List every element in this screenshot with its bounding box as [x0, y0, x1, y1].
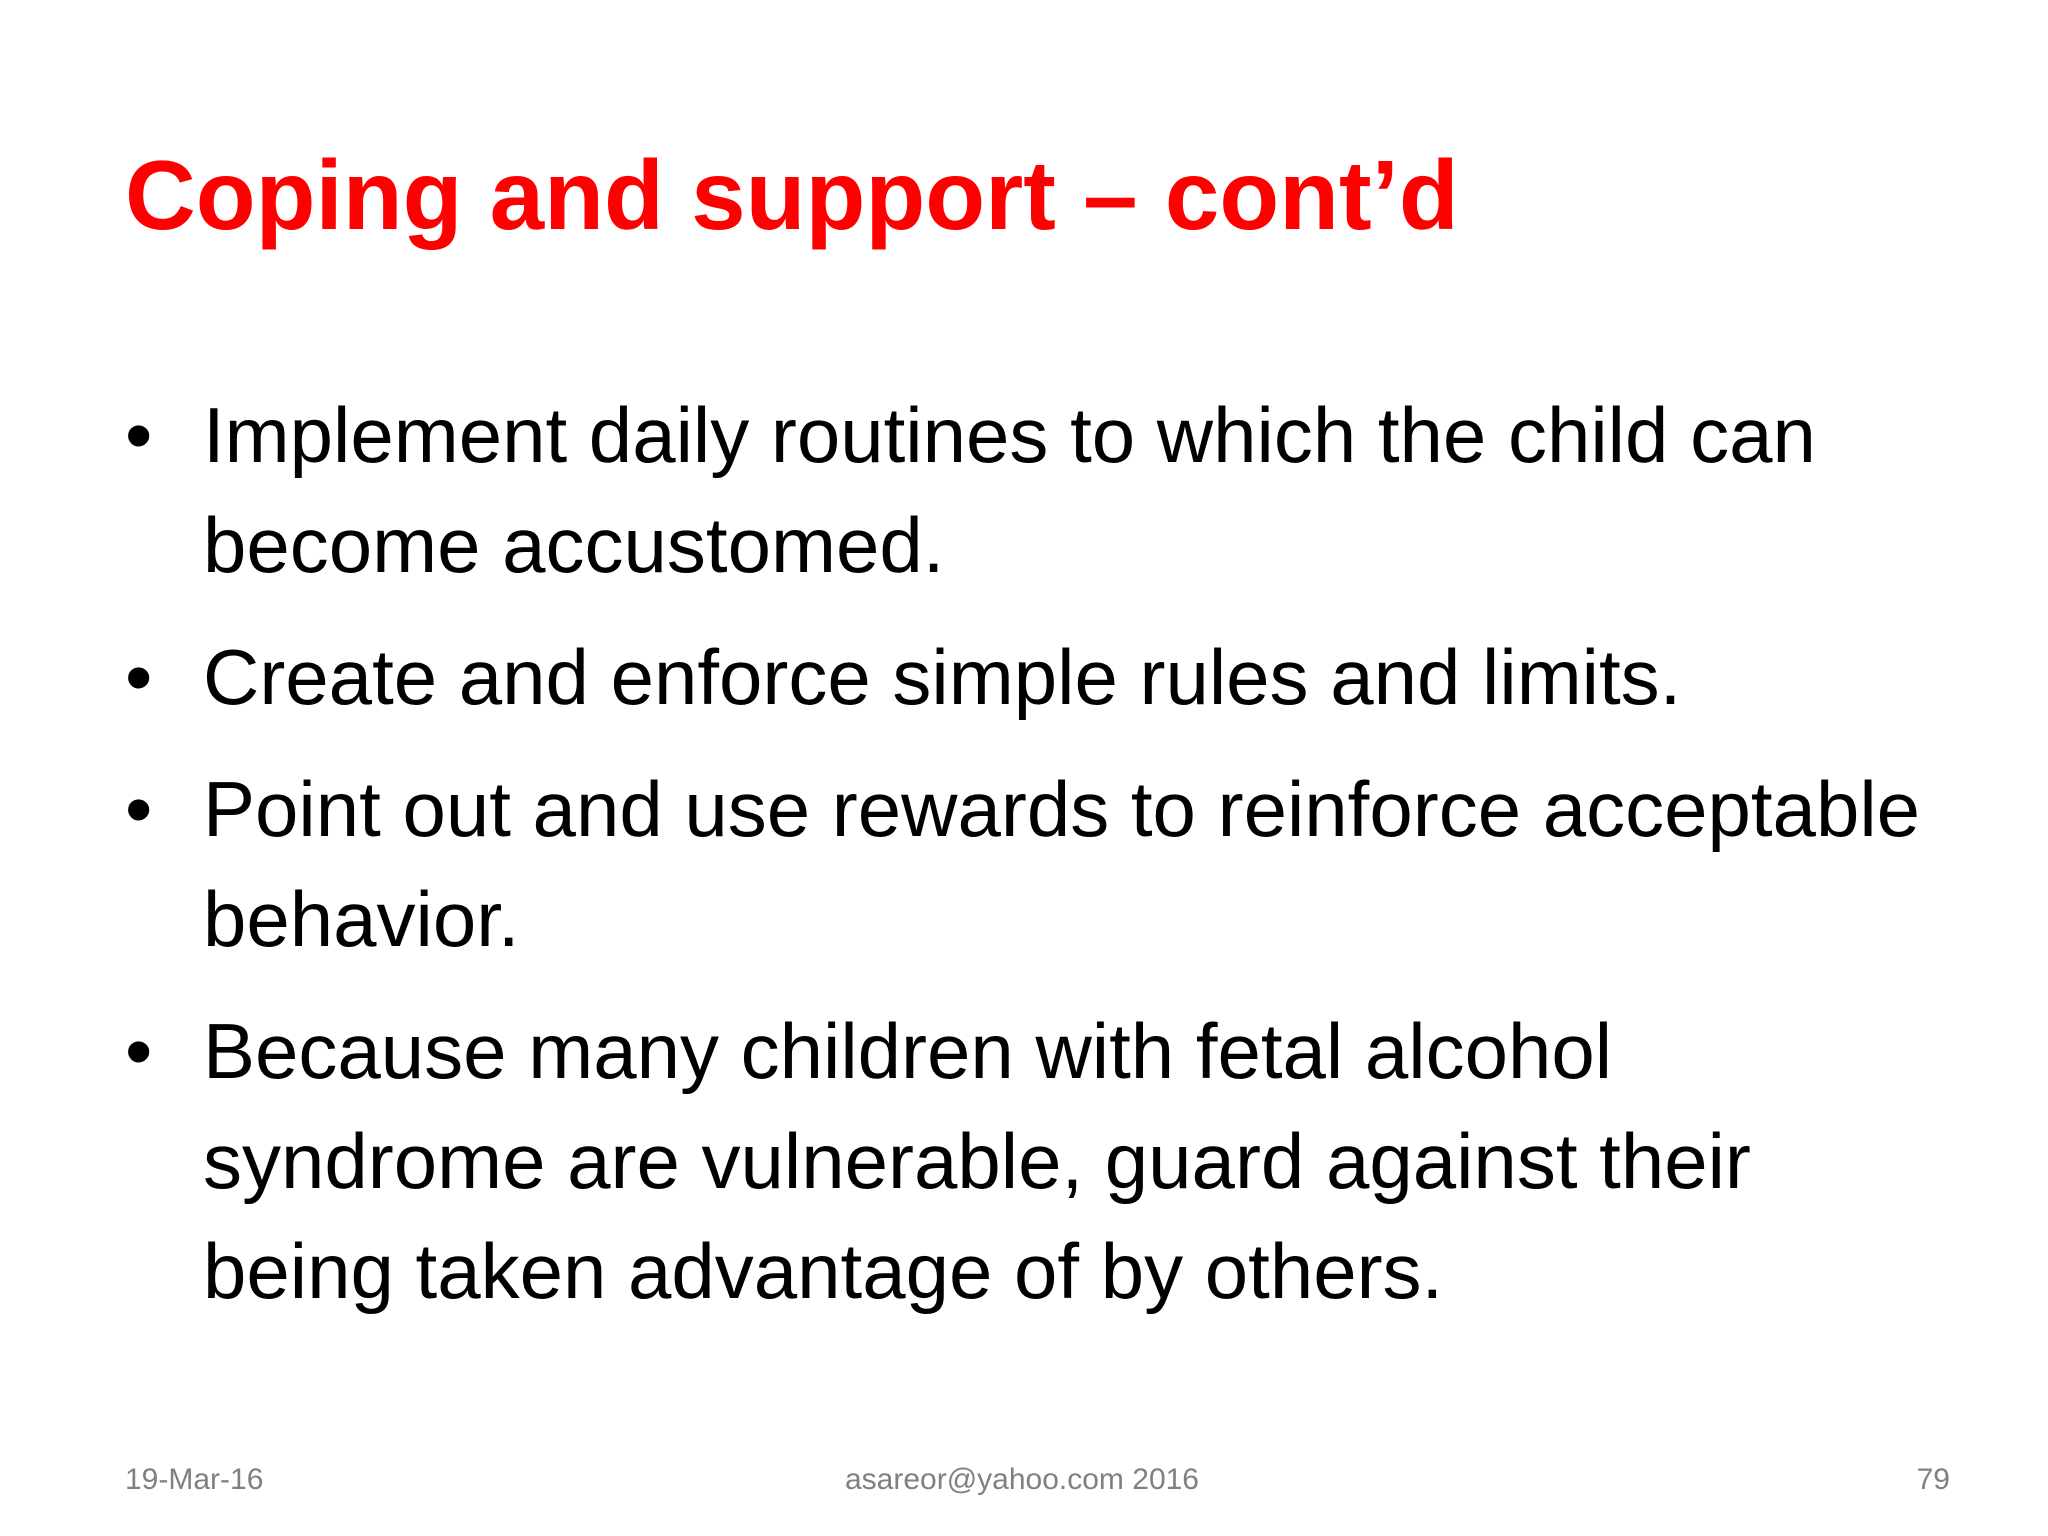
- bullet-text: Because many children with fetal alcohol syndrome are vulnerable, guard against their being taken advantage of by others.: [203, 1007, 1751, 1315]
- slide-title: Coping and support – cont’d: [125, 140, 1459, 250]
- footer-page-number: 79: [1916, 1463, 1950, 1496]
- bullet-list: [125, 380, 1945, 1348]
- bullet-icon: •: [125, 391, 153, 479]
- footer-email: asareor@yahoo.com 2016: [845, 1463, 1199, 1496]
- bullet-item: [125, 380, 1945, 600]
- footer-date: 19-Mar-16: [125, 1463, 264, 1496]
- bullet-item: [125, 622, 1945, 732]
- bullet-text: Create and enforce simple rules and limits.: [203, 633, 1682, 721]
- bullet-item: [125, 996, 1945, 1326]
- bullet-icon: •: [125, 633, 153, 721]
- bullet-icon: •: [125, 1007, 153, 1095]
- bullet-item: [125, 754, 1945, 974]
- bullet-icon: •: [125, 765, 153, 853]
- bullet-text: Implement daily routines to which the child can become accustomed.: [203, 391, 1816, 589]
- bullet-text: Point out and use rewards to reinforce acceptable behavior.: [203, 765, 1921, 963]
